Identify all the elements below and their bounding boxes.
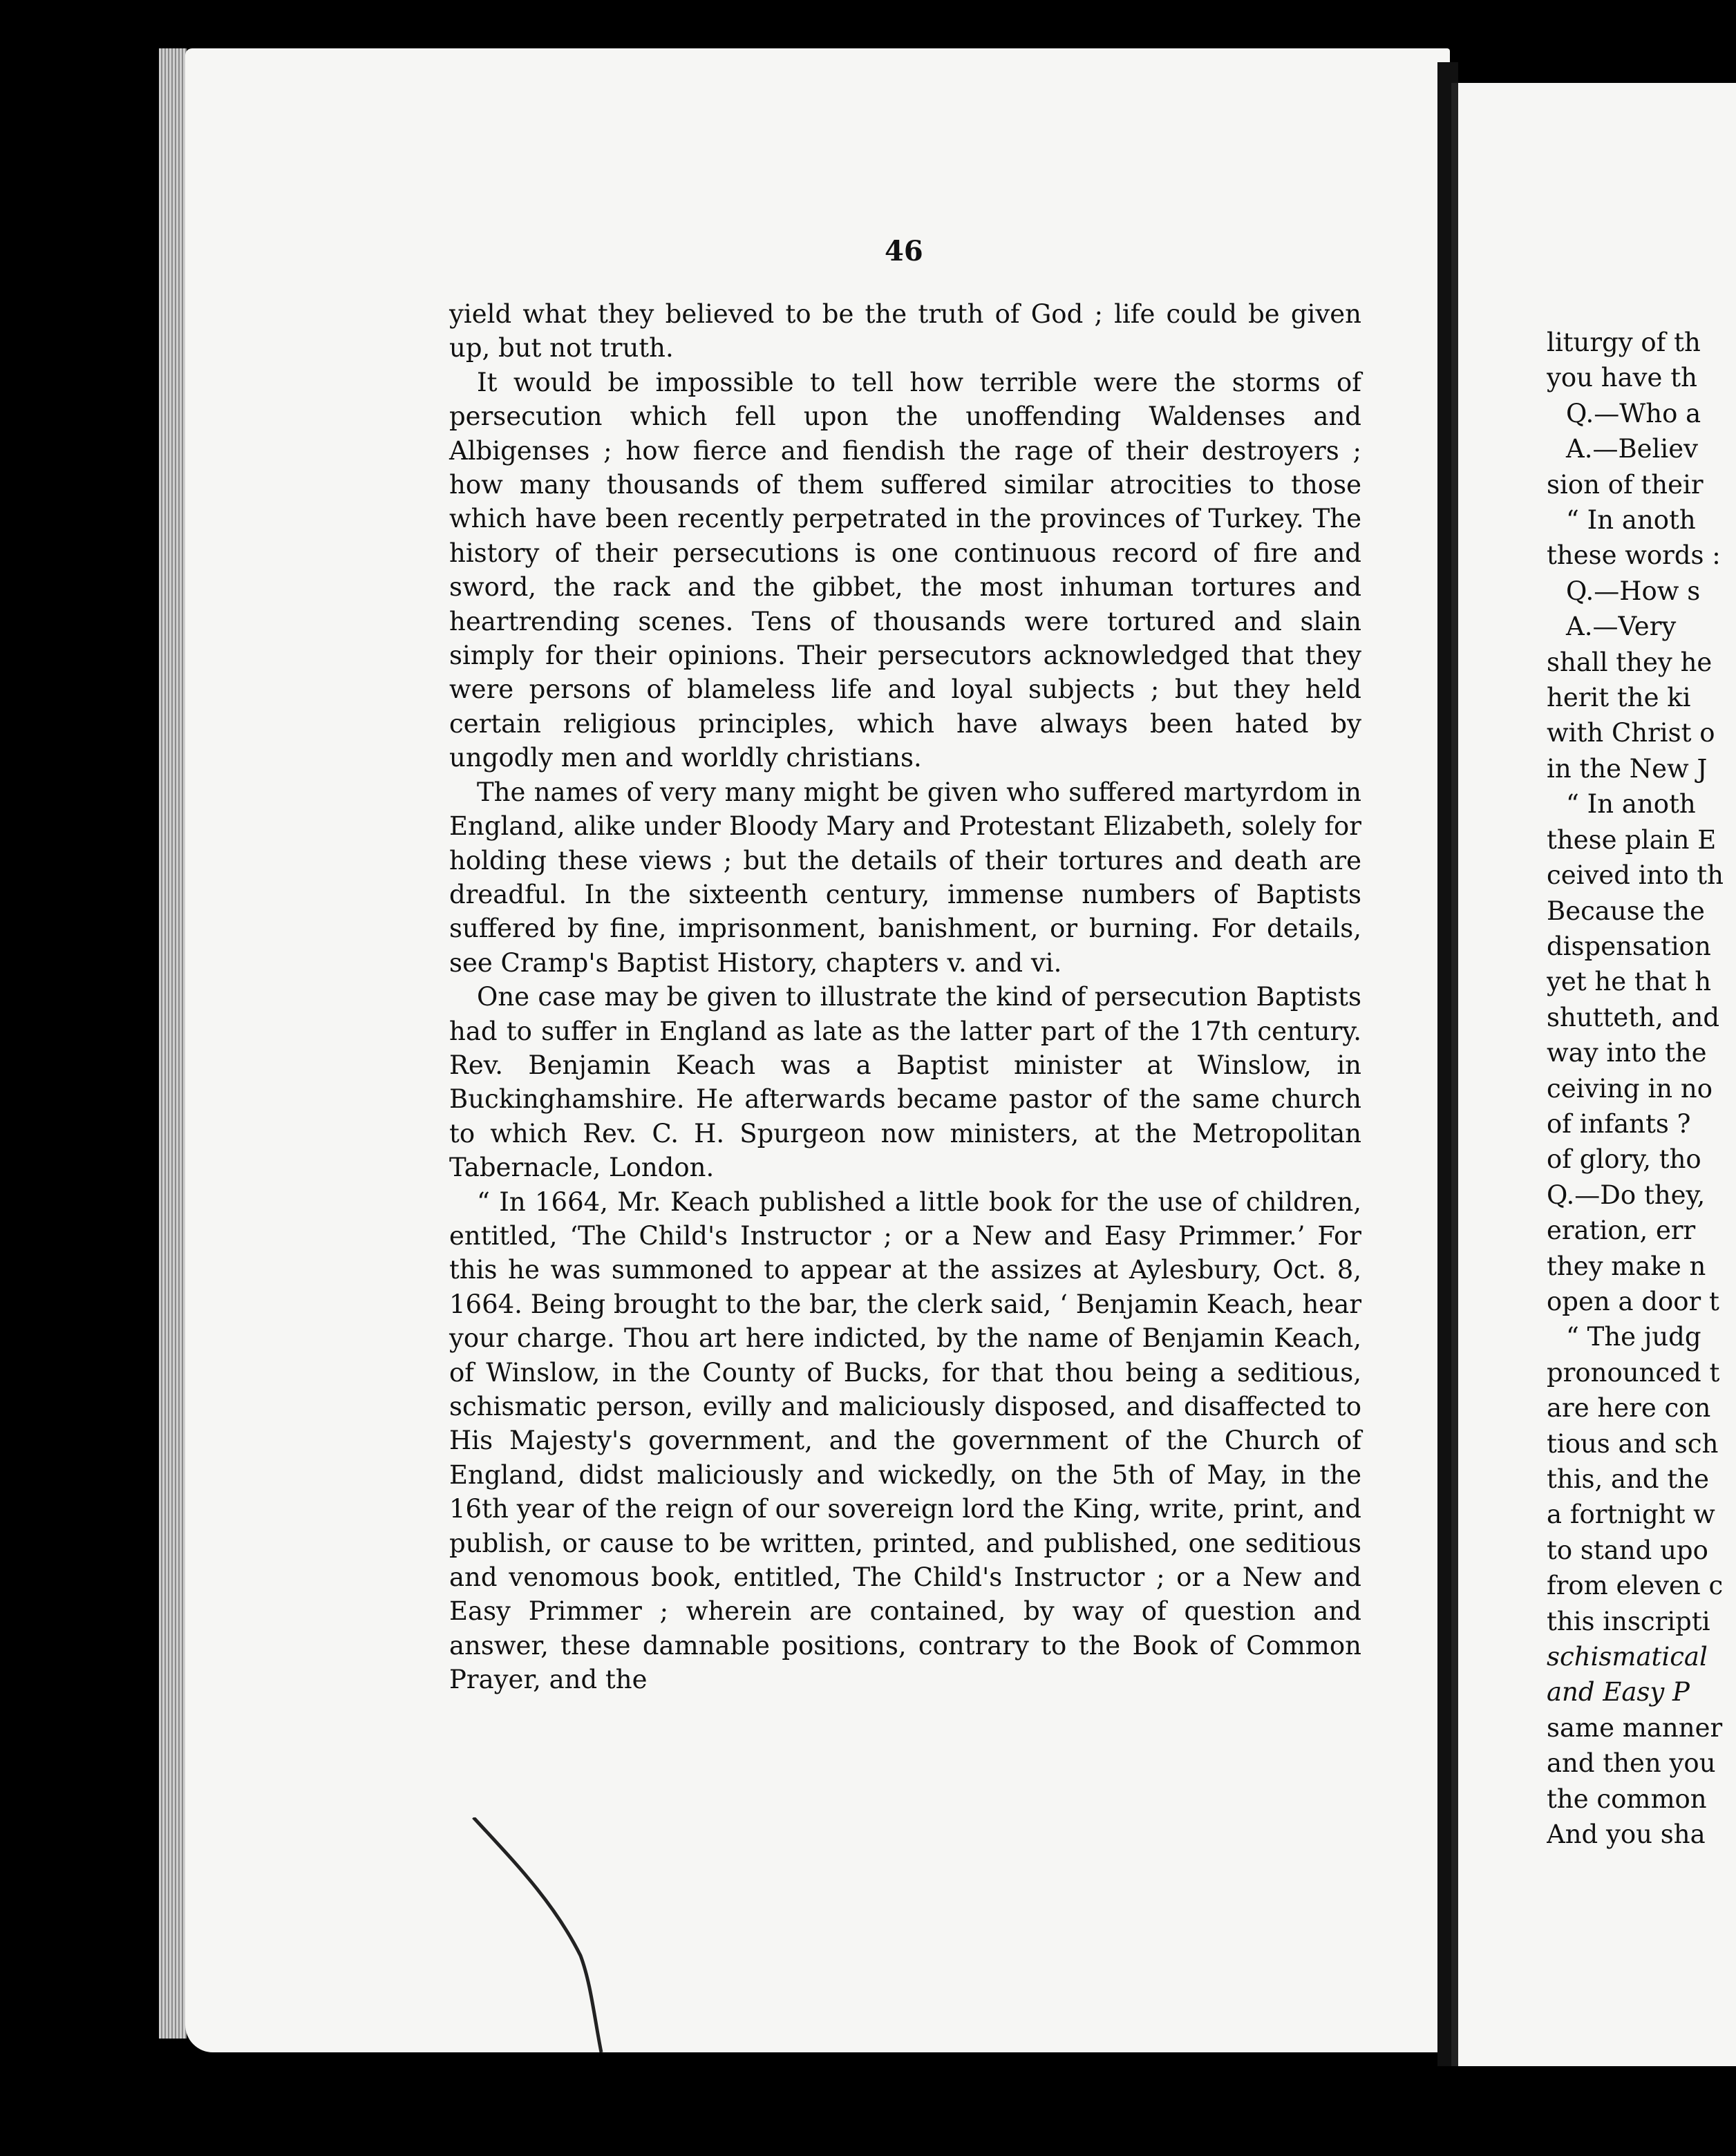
left-page-body bbox=[449, 297, 1361, 1697]
text-line: the common bbox=[1547, 1784, 1707, 1814]
text-line: pronounced t bbox=[1547, 1357, 1720, 1388]
text-line: And you sha bbox=[1547, 1819, 1706, 1850]
text-line: yet he that h bbox=[1547, 967, 1712, 997]
pen-stroke-mark bbox=[470, 1817, 608, 2052]
text-line: this inscripti bbox=[1547, 1606, 1710, 1636]
text-line: way into the bbox=[1547, 1038, 1707, 1068]
text-line: “ In anoth bbox=[1566, 789, 1696, 820]
text-line: open a door t bbox=[1547, 1286, 1719, 1316]
text-line: liturgy of th bbox=[1547, 328, 1701, 357]
text-line: you have th bbox=[1547, 363, 1697, 393]
text-line: Q.—Who a bbox=[1566, 398, 1701, 428]
text-line: from eleven c bbox=[1547, 1571, 1724, 1601]
text-line: they make n bbox=[1547, 1251, 1706, 1281]
text-line: and then you bbox=[1547, 1748, 1716, 1779]
text-line: of glory, tho bbox=[1547, 1144, 1701, 1175]
text-line: A.—Very bbox=[1566, 612, 1677, 642]
text-line: eration, err bbox=[1547, 1216, 1696, 1246]
text-line: in the New J bbox=[1547, 753, 1708, 784]
text-line: ceiving in no bbox=[1547, 1073, 1713, 1104]
text-line: Q.—How s bbox=[1566, 576, 1701, 606]
text-line: shall they he bbox=[1547, 647, 1713, 677]
text-line: to stand upo bbox=[1547, 1535, 1708, 1565]
text-line: tious and sch bbox=[1547, 1428, 1719, 1459]
text-line: and Easy P bbox=[1547, 1677, 1690, 1708]
paragraph: “ In 1664, Mr. Keach published a little book for the use of children, entitled, ‘The Child's Instructor ; or a New and Easy Primmer.’ For this he was summoned to appear at the assizes at Aylesbury, Oct. 8, 1664. Being brought to the bar, the clerk said, ‘ Benjamin Keach, hear your charge. Thou art here indicted, by the name of Benjamin Keach, of Winslow, in the County of Bucks, for that thou being a seditious, schismatic person, evilly and maliciously disposed, and disaffected to His Majesty's government, and the government of the Church of England, didst maliciously and wickedly, on the 5th of May, in the 16th year of the reign of our sovereign lord the King, write, print, and publish, or cause to be written, printed, and published, one seditious and venomous book, entitled, The Child's Instructor ; or a New and Easy Primmer ; wherein are contained, by way of question and answer, these damnable positions, contrary to the Book of Common Prayer, and the bbox=[449, 1186, 1361, 1695]
page-number: 46 bbox=[885, 235, 923, 267]
text-line: Q.—Do they, bbox=[1547, 1180, 1706, 1210]
paragraph: yield what they believed to be the truth of God ; life could be given up, but not truth. bbox=[449, 299, 1361, 363]
text-line: same manner bbox=[1547, 1712, 1723, 1743]
paragraph: The names of very many might be given who suffered martyrdom in England, alike under Bloody Mary and Protestant Elizabeth, solely for holding these views ; but the details of their tortures and death are dreadful. In the sixteenth century, immense numbers of Baptists suffered by fine, imprisonment, banishment, or burning. For details, see Cramp's Baptist History, chapters v. and vi. bbox=[449, 777, 1361, 978]
text-line: “ In anoth bbox=[1566, 505, 1696, 536]
text-line: herit the ki bbox=[1547, 683, 1691, 713]
text-line: shutteth, and bbox=[1547, 1002, 1720, 1032]
text-line: dispensation bbox=[1547, 931, 1711, 961]
text-line: of infants ? bbox=[1547, 1108, 1691, 1139]
text-line: a fortnight w bbox=[1547, 1500, 1715, 1530]
text-line: Because the bbox=[1547, 896, 1705, 926]
paragraph: It would be impossible to tell how terrible were the storms of persecution which fell upon the unoffending Waldenses and Albigenses ; how fierce and fiendish the rage of their destroyers ; how many thousands of them suffered similar atrocities to those which have been recently perpetrated in the provinces of Turkey. The history of their persecutions is one continuous record of fire and sword, the rack and the gibbet, the most inhuman tortures and heartrending scenes. Tens of thousands were tortured and slain simply for their opinions. Their persecutors acknowledged that they were persons of blameless life and loyal subjects ; but they held certain religious principles, which have always been hated by ungodly men and worldly christians. bbox=[449, 367, 1361, 773]
right-page-body bbox=[1547, 325, 1736, 1852]
text-line: “ The judg bbox=[1566, 1322, 1701, 1352]
text-line: A.—Believ bbox=[1566, 434, 1699, 464]
text-line: sion of their bbox=[1547, 469, 1704, 500]
text-line: this, and the bbox=[1547, 1464, 1709, 1494]
page-edge-stack bbox=[159, 48, 187, 2039]
text-line: these words : bbox=[1547, 540, 1721, 571]
text-line: are here con bbox=[1547, 1393, 1711, 1424]
paragraph: One case may be given to illustrate the kind of persecution Baptists had to suffer in England as late as the latter part of the 17th century. Rev. Benjamin Keach was a Baptist minister at Winslow, in Buckinghamshire. He afterwards became pastor of the same church to which Rev. C. H. Spurgeon now ministers, at the Metropolitan Tabernacle, London. bbox=[449, 982, 1361, 1183]
text-line: schismatical bbox=[1547, 1642, 1708, 1672]
text-line: ceived into th bbox=[1547, 860, 1724, 891]
text-line: with Christ o bbox=[1547, 718, 1715, 748]
text-line: these plain E bbox=[1547, 824, 1717, 855]
